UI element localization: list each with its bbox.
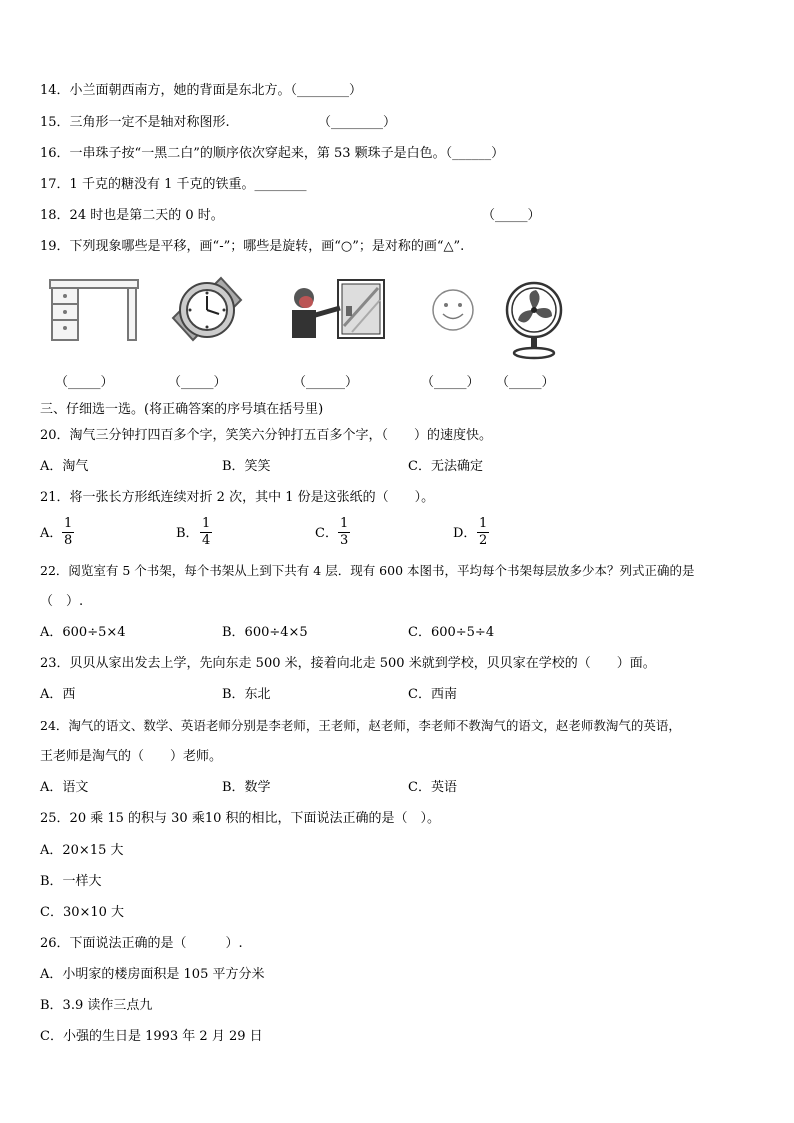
answer-blank-19-4[interactable]: （_____） bbox=[421, 375, 480, 390]
section-heading: 三、仔细选一选。(将正确答案的序号填在括号里) bbox=[40, 402, 324, 417]
watch-icon bbox=[163, 270, 251, 352]
option-20-b[interactable]: B．笑笑 bbox=[222, 459, 271, 474]
question-21: 21．将一张长方形纸连续对折 2 次，其中 1 份是这张纸的（ ）。 bbox=[40, 490, 435, 505]
smiley-face-icon bbox=[430, 287, 476, 333]
question-15: 15．三角形一定不是轴对称图形. bbox=[40, 115, 230, 130]
answer-blank-19-5[interactable]: （_____） bbox=[496, 375, 555, 390]
question-22-continued: （ ）. bbox=[40, 594, 84, 609]
option-21-c-fraction: 1 3 bbox=[340, 516, 349, 548]
question-23: 23．贝贝从家出发去上学，先向东走 500 米，接着向北走 500 米就到学校，贝贝家在学校的（ ）面。 bbox=[40, 656, 656, 671]
option-20-c[interactable]: C．无法确定 bbox=[408, 459, 483, 474]
option-21-b-fraction: 1 4 bbox=[202, 516, 211, 548]
option-22-c[interactable]: C．600÷5÷4 bbox=[408, 625, 495, 640]
option-21-d-label[interactable]: D． bbox=[453, 526, 477, 541]
question-18: 18．24 时也是第二天的 0 时。 bbox=[40, 208, 224, 223]
answer-blank-18[interactable]: （_____） bbox=[482, 208, 541, 223]
option-23-b[interactable]: B．东北 bbox=[222, 687, 271, 702]
option-26-b[interactable]: B．3.9 读作三点九 bbox=[40, 998, 153, 1013]
option-20-a[interactable]: A．淘气 bbox=[40, 459, 89, 474]
answer-blank-19-2[interactable]: （_____） bbox=[168, 375, 227, 390]
option-21-d-fraction: 1 2 bbox=[479, 516, 488, 548]
question-20: 20．淘气三分钟打四百多个字，笑笑六分钟打五百多个字，（ ）的速度快。 bbox=[40, 428, 493, 443]
option-25-b[interactable]: B．一样大 bbox=[40, 874, 102, 889]
desk-icon bbox=[48, 278, 140, 342]
question-17: 17．1 千克的糖没有 1 千克的铁重。________ bbox=[40, 177, 307, 192]
option-23-c[interactable]: C．西南 bbox=[408, 687, 457, 702]
option-21-a-fraction: 1 8 bbox=[64, 516, 73, 548]
option-26-a[interactable]: A．小明家的楼房面积是 105 平方分米 bbox=[40, 967, 265, 982]
option-25-c[interactable]: C．30×10 大 bbox=[40, 905, 125, 920]
answer-blank-15[interactable]: （________） bbox=[318, 115, 397, 130]
option-21-c-label[interactable]: C． bbox=[315, 526, 338, 541]
question-16: 16．一串珠子按“一黑二白”的顺序依次穿起来，第 53 颗珠子是白色。（______） bbox=[40, 146, 505, 161]
option-24-a[interactable]: A．语文 bbox=[40, 780, 89, 795]
electric-fan-icon bbox=[502, 280, 566, 360]
option-22-b[interactable]: B．600÷4×5 bbox=[222, 625, 308, 640]
question-19: 19．下列现象哪些是平移，画“-”；哪些是旋转，画“○”；是对称的画“△”. bbox=[40, 239, 465, 254]
question-26: 26．下面说法正确的是（ ）. bbox=[40, 936, 243, 951]
option-22-a[interactable]: A．600÷5×4 bbox=[40, 625, 126, 640]
answer-blank-19-3[interactable]: （______） bbox=[293, 375, 359, 390]
man-pushing-window-icon bbox=[282, 278, 388, 342]
question-22: 22．阅览室有 5 个书架，每个书架从上到下共有 4 层．现有 600 本图书，平均每个书架每层放多少本？列式正确的是 bbox=[40, 563, 695, 578]
option-24-b[interactable]: B．数学 bbox=[222, 780, 271, 795]
option-21-b-label[interactable]: B． bbox=[176, 526, 199, 541]
question-25: 25．20 乘 15 的积与 30 乘10 积的相比，下面说法正确的是（ ）。 bbox=[40, 811, 441, 826]
option-24-c[interactable]: C．英语 bbox=[408, 780, 457, 795]
option-23-a[interactable]: A．西 bbox=[40, 687, 76, 702]
option-26-c[interactable]: C．小强的生日是 1993 年 2 月 29 日 bbox=[40, 1029, 263, 1044]
question-14: 14．小兰面朝西南方，她的背面是东北方。（________） bbox=[40, 83, 363, 98]
question-24: 24．淘气的语文、数学、英语老师分别是李老师，王老师，赵老师，李老师不教淘气的语文，赵老师教淘气的英语， bbox=[40, 718, 681, 733]
answer-blank-19-1[interactable]: （_____） bbox=[55, 375, 114, 390]
option-25-a[interactable]: A．20×15 大 bbox=[40, 843, 124, 858]
option-21-a-label[interactable]: A． bbox=[40, 526, 63, 541]
question-24-continued: 王老师是淘气的（ ）老师。 bbox=[40, 749, 223, 764]
